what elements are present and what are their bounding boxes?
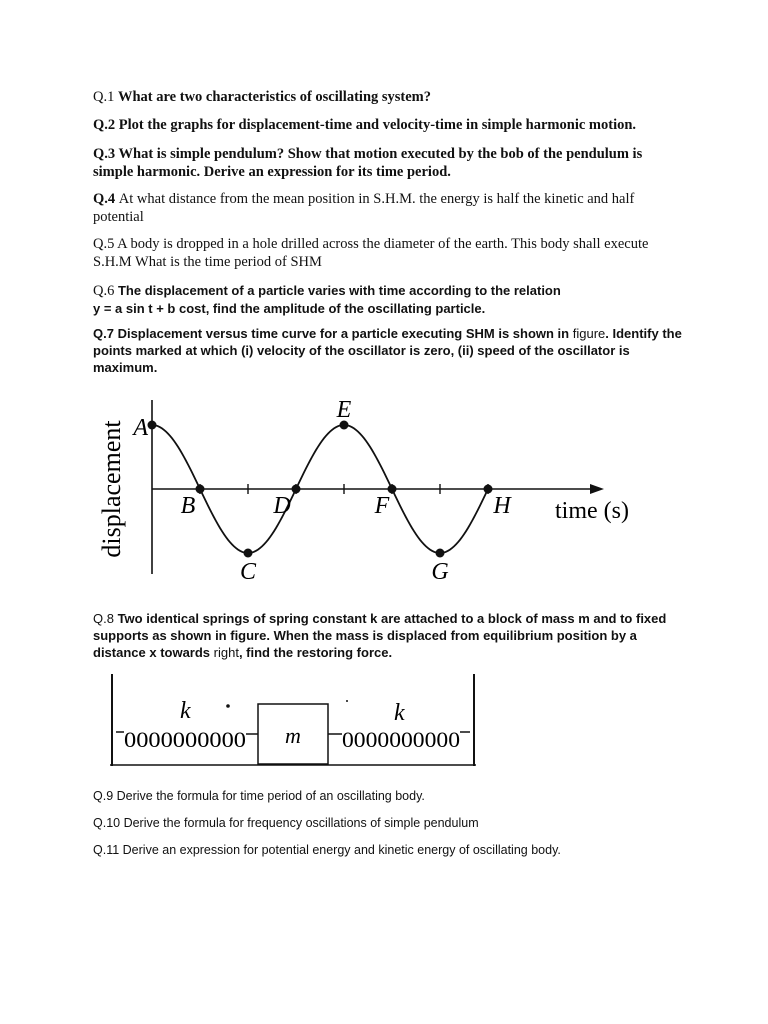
point-label-a: A: [133, 415, 148, 441]
question-8: [93, 610, 683, 661]
question-number: Q.2: [93, 117, 119, 133]
question-number: Q.7: [93, 326, 118, 341]
question-text: Q.9 Derive the formula for time period of an oscillating body.: [93, 789, 425, 803]
left-spring-constant: k: [180, 698, 191, 724]
question-text-line2: y = a sin t + b cost, find the amplitude of the oscillating particle.: [93, 301, 486, 316]
question-text: What is simple pendulum? Show that motion executed by the bob of the pendulum is simple harmonic. Derive an expression for its time period.: [93, 146, 643, 180]
question-text: Q.11 Derive an expression for potential energy and kinetic energy of oscillating body.: [93, 843, 561, 857]
question-text: Two identical springs of spring constant k are attached to a block of mass m and to fixed supports as shown in figure. When the mass is displaced from equilibrium position by a distance x towards: [93, 611, 667, 660]
point-h: [484, 485, 493, 494]
left-spring: 0000000000: [124, 727, 246, 752]
question-6: [93, 282, 683, 317]
point-label-b: B: [180, 493, 196, 519]
question-5: [93, 235, 683, 271]
point-label-c: C: [239, 559, 257, 582]
point-label-e: E: [336, 397, 352, 423]
y-axis-label: displacement: [97, 420, 126, 558]
question-text: At what distance from the mean position in S.H.M. the energy is half the kinetic and half potential: [93, 191, 635, 225]
x-axis-label: time (s): [555, 498, 629, 524]
question-number: Q.5: [93, 236, 118, 252]
question-text-figure: figure: [572, 326, 606, 341]
x-axis-arrow: [590, 484, 604, 494]
question-3: [93, 145, 683, 181]
question-text: The displacement of a particle varies with time according to the relation: [117, 283, 561, 298]
shm-displacement-graph: [90, 392, 660, 582]
question-text-right: right: [213, 645, 239, 660]
question-10: [93, 814, 683, 832]
point-label-d: D: [273, 493, 291, 519]
question-11: [93, 841, 683, 859]
point-label-g: G: [431, 559, 449, 582]
question-number: Q.3: [93, 146, 119, 162]
mass-label: m: [285, 723, 301, 748]
question-9: [93, 787, 683, 805]
question-text: Q.10 Derive the formula for frequency oscillations of simple pendulum: [93, 816, 479, 830]
question-1: [93, 88, 683, 106]
question-number: Q.1: [93, 89, 118, 105]
point-label-f: F: [374, 493, 390, 519]
question-text: A body is dropped in a hole drilled across the diameter of the earth. This body shall execute S.H.M What is the time period of SHM: [93, 236, 649, 270]
question-4: [93, 190, 683, 226]
question-text: Plot the graphs for displacement-time and velocity-time in simple harmonic motion.: [118, 117, 637, 133]
question-text: Displacement versus time curve for a particle executing SHM is shown in: [117, 326, 573, 341]
question-number: Q.6: [93, 283, 118, 299]
point-label-h: H: [493, 493, 511, 519]
right-spring-constant: k: [394, 700, 405, 726]
question-text: What are two characteristics of oscillating system?: [117, 89, 432, 105]
point-b: [196, 485, 205, 494]
question-text-rest: . Identify the points marked at which (i) velocity of the oscillator is zero, (ii) speed of the oscillator is maximum.: [93, 326, 682, 375]
point-a: [148, 421, 157, 430]
point-c: [244, 549, 253, 558]
question-2: [93, 116, 683, 134]
question-number: Q.8: [93, 611, 118, 626]
point-d: [292, 485, 301, 494]
right-spring: 0000000000: [342, 727, 460, 752]
question-text-rest: , find the restoring force.: [238, 645, 393, 660]
question-number: Q.4: [93, 191, 119, 207]
spring-mass-figure: [100, 668, 485, 773]
question-7: [93, 325, 683, 376]
point-g: [436, 549, 445, 558]
